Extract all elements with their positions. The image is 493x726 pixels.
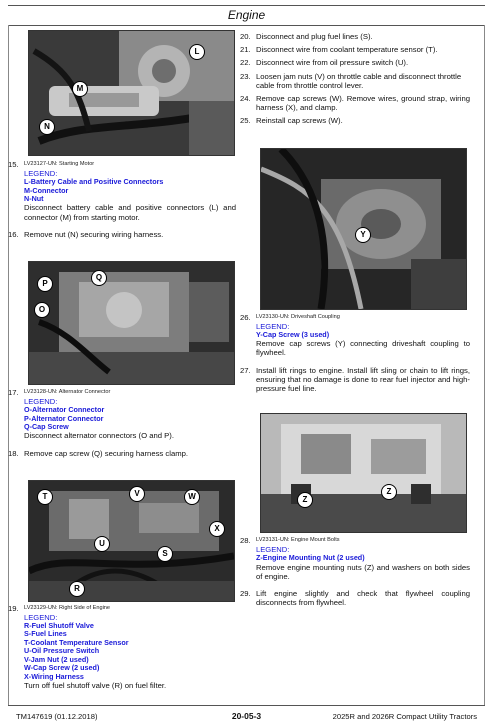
step-26 [240,313,470,358]
step-28 [240,536,470,581]
step-number: 29. [240,589,251,599]
footer [8,708,485,720]
step-16 [8,230,236,239]
step-number: 24. [240,94,251,104]
footer-doc-id: TM147619 (01.12.2018) [16,712,98,721]
figure-caption: LV23130-UN: Driveshaft Coupling [256,313,340,320]
callout-N: N [39,119,55,135]
figure-driveshaft-coupling [260,148,467,310]
callout-U: U [94,536,110,552]
legend-title: LEGEND: [24,613,58,623]
step-text: Disconnect wire from coolant temperature sensor (T). [256,45,438,55]
step-number: 16. [8,229,19,239]
step-29 [240,589,470,607]
step-number: 20. [240,32,251,41]
right-border [484,25,485,705]
step-text: Reinstall cap screws (W). [256,116,343,126]
callout-V: V [129,486,145,502]
step-20 [240,32,470,41]
step-27 [240,366,470,394]
callout-Q: Q [91,270,107,286]
step-text: Turn off fuel shutoff valve (R) on fuel filter. [24,680,167,690]
step-number: 28. [240,536,251,546]
step-text: Disconnect alternator connectors (O and P). [24,431,174,441]
callout-W: W [184,489,200,505]
legend-item: X-Wiring Harness [24,671,84,681]
callout-O: O [34,302,50,318]
step-number: 17. [8,388,19,398]
footer-product: 2025R and 2026R Compact Utility Tractors [332,712,477,721]
footer-rule [8,705,485,706]
legend-title: LEGEND: [24,169,58,179]
footer-page-number: 20-05-3 [231,711,262,721]
legend-title: LEGEND: [256,321,290,331]
callout-X: X [209,521,225,537]
engine-mount-photo [261,414,466,532]
legend-item: T-Coolant Temperature Sensor [24,637,129,647]
step-number: 21. [240,45,251,55]
step-number: 23. [240,71,251,81]
legend-item: V-Jam Nut (2 used) [24,654,89,664]
callout-P: P [37,276,53,292]
step-text: Lift engine slightly and check that flywheel coupling disconnects from flywheel. [256,589,470,608]
legend-item: R-Fuel Shutoff Valve [24,621,94,631]
legend-item: O-Alternator Connector [24,405,105,415]
step-19 [8,604,236,690]
legend-item: N-Nut [24,194,44,204]
step-text: Remove engine mounting nuts (Z) and washers on both sides of engine. [256,562,470,582]
step-17 [8,388,236,441]
figure-right-side-engine [28,480,235,602]
step-text: Remove cap screws (W). Remove wires, ground strap, wiring harness (X), and clamp. [256,94,470,113]
callout-T: T [37,489,53,505]
step-text: Disconnect and plug fuel lines (S). [256,32,373,41]
legend-item: W-Cap Screw (2 used) [24,663,100,673]
step-number: 18. [8,448,19,458]
header-rule-top [8,5,485,6]
callout-R: R [69,581,85,597]
figure-engine-mount-bolts [260,413,467,533]
step-24 [240,94,470,112]
figure-caption: LV23131-UN: Engine Mount Bolts [256,537,340,544]
step-number: 27. [240,365,251,375]
step-18 [8,449,236,458]
step-text: Remove cap screw (Q) securing harness clamp. [24,448,189,458]
legend-item: U-Oil Pressure Switch [24,646,100,656]
legend-title: LEGEND: [256,545,290,555]
step-number: 19. [8,603,19,613]
step-text: Install lift rings to engine. Install lift sling or chain to lift rings, ensuring that no damage is done to rear fuel injector and high-pressure fuel line. [256,365,470,394]
callout-S: S [157,546,173,562]
step-21 [240,45,470,54]
callout-Z: Z [297,492,313,508]
alternator-photo [29,262,234,384]
legend-title: LEGEND: [24,397,58,407]
legend-item: Y-Cap Screw (3 used) [256,329,330,339]
legend-item: Q-Cap Screw [24,422,69,432]
figure-starting-motor [28,30,235,156]
callout-Y: Y [355,227,371,243]
step-15 [8,160,236,222]
callout-M: M [72,81,88,97]
step-text: Remove cap screws (Y) connecting driveshaft coupling to flywheel. [256,339,470,358]
header-rule-bottom [8,25,485,26]
page-title: Engine [227,8,266,22]
step-text: Disconnect battery cable and positive connectors (L) and connector (M) from starting motor. [24,203,236,222]
legend-item: M-Connector [24,185,69,195]
step-text: Loosen jam nuts (V) on throttle cable and disconnect throttle cable from throttle control lever. [256,71,462,90]
step-number: 25. [240,116,251,126]
step-number: 15. [8,160,19,169]
callout-L: L [189,44,205,60]
callout-Z: Z [381,484,397,500]
right-column [240,30,470,608]
step-22 [240,58,470,67]
figure-alternator-connector [28,261,235,385]
step-number: 22. [240,58,251,68]
legend-item: P-Alternator Connector [24,413,104,423]
legend-item: L-Battery Cable and Positive Connectors [24,177,164,187]
step-23 [240,72,470,90]
step-number: 26. [240,312,251,322]
legend-item: S-Fuel Lines [24,629,67,639]
legend-item: Z-Engine Mounting Nut (2 used) [256,553,365,563]
figure-caption: LV23129-UN: Right Side of Engine [24,604,111,611]
step-25 [240,116,470,125]
left-column [8,30,236,690]
figure-caption: LV23128-UN: Alternator Connector [24,389,111,396]
step-text: Disconnect wire from oil pressure switch (U). [256,58,409,68]
step-text: Remove nut (N) securing wiring harness. [24,229,164,239]
figure-caption: LV23127-UN: Starting Motor [24,161,95,167]
